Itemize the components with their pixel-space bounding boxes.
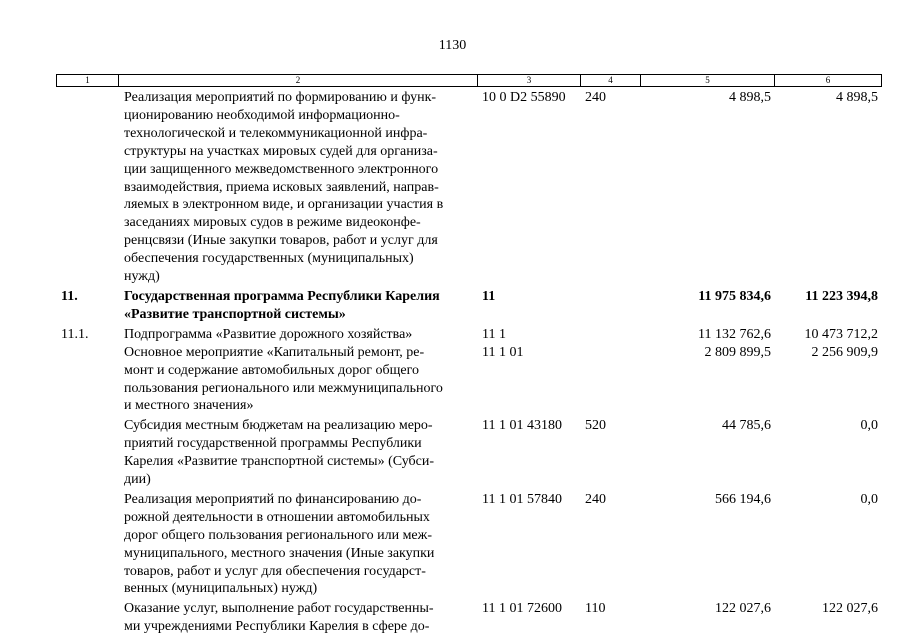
row-name: Подпрограмма «Развитие дорожного хозяйства» — [124, 326, 413, 342]
row-amount-6: 10 473 712,2 — [804, 326, 878, 342]
table-row — [56, 600, 881, 636]
row-name: Реализация мероприятий по финансированию до- рожной деятельности в отношении автомобильных дорог общего пользования регионального или меж- муниципального, местного значения (Иные закупки товаров, работ и услуг для обеспечения государст- венных (муниципальных) нужд) — [124, 491, 435, 597]
table-row — [56, 89, 881, 286]
row-amount-5: 44 785,6 — [722, 418, 771, 434]
row-name: Основное мероприятие «Капитальный ремонт, ре- монт и содержание автомобильных дорог общего пользования регионального или межмуниципального и местного значения» — [124, 344, 443, 414]
row-amount-6: 0,0 — [860, 491, 878, 507]
row-expense-type: 240 — [585, 491, 606, 507]
row-number: 11.1. — [61, 326, 89, 342]
row-number: 11. — [61, 288, 78, 304]
row-amount-5: 11 975 834,6 — [698, 288, 771, 304]
row-expense-type: 520 — [585, 418, 606, 434]
row-amount-5: 2 809 899,5 — [704, 344, 771, 360]
budget-table-body — [56, 89, 881, 636]
col-header-4: 4 — [581, 75, 641, 87]
row-code: 10 0 D2 55890 — [482, 90, 566, 105]
table-row — [56, 491, 881, 598]
col-header-1: 1 — [57, 75, 119, 87]
col-header-5: 5 — [641, 75, 775, 87]
row-amount-6: 122 027,6 — [822, 601, 878, 617]
page-number: 1130 — [438, 38, 467, 53]
row-name: Субсидия местным бюджетам на реализацию меро- приятий государственной программы Республики Карелия «Развитие транспортной системы» (Субси- дии) — [124, 418, 435, 488]
row-name: Оказание услуг, выполнение работ государственны- ми учреждениями Республики Карелия в сфере до- — [124, 601, 434, 635]
row-code: 11 1 — [482, 326, 506, 342]
row-code: 11 — [482, 288, 496, 304]
col-header-2: 2 — [119, 75, 478, 87]
row-amount-6: 11 223 394,8 — [805, 288, 878, 304]
row-code: 11 1 01 57840 — [482, 491, 562, 507]
row-amount-5: 566 194,6 — [715, 491, 771, 507]
row-code: 11 1 01 72600 — [482, 601, 562, 617]
row-name: Реализация мероприятий по формированию и функ- ционированию необходимой информационно- технологической и телекоммуникационной инфра- структуры на участках мировых судей для организа- ции защищенного межведомственного электронного взаимодействия, приема исковых заявлений, направ- ляемых в электронном виде, и организации участия в заседаниях мировых судов в режиме видеоконфе- ренцсвязи (Иные закупки товаров, работ и услуг для обеспечения государственных (муниципальных) нужд) — [124, 90, 444, 285]
row-amount-5: 4 898,5 — [729, 90, 771, 105]
row-amount-5: 11 132 762,6 — [698, 326, 771, 342]
row-code: 11 1 01 — [482, 344, 524, 360]
col-header-6: 6 — [775, 75, 882, 87]
row-amount-5: 122 027,6 — [715, 601, 771, 617]
table-row — [56, 344, 881, 416]
table-row — [56, 417, 881, 489]
col-header-3: 3 — [478, 75, 581, 87]
row-expense-type: 240 — [585, 90, 606, 105]
table-row — [56, 288, 881, 324]
row-name: Государственная программа Республики Карелия «Развитие транспортной системы» — [124, 288, 440, 322]
column-number-header — [56, 74, 882, 87]
row-expense-type: 110 — [585, 601, 606, 617]
row-amount-6: 2 256 909,9 — [811, 344, 878, 360]
row-amount-6: 0,0 — [860, 418, 878, 434]
row-code: 11 1 01 43180 — [482, 418, 562, 434]
row-amount-6: 4 898,5 — [836, 90, 878, 105]
table-row — [56, 326, 881, 344]
